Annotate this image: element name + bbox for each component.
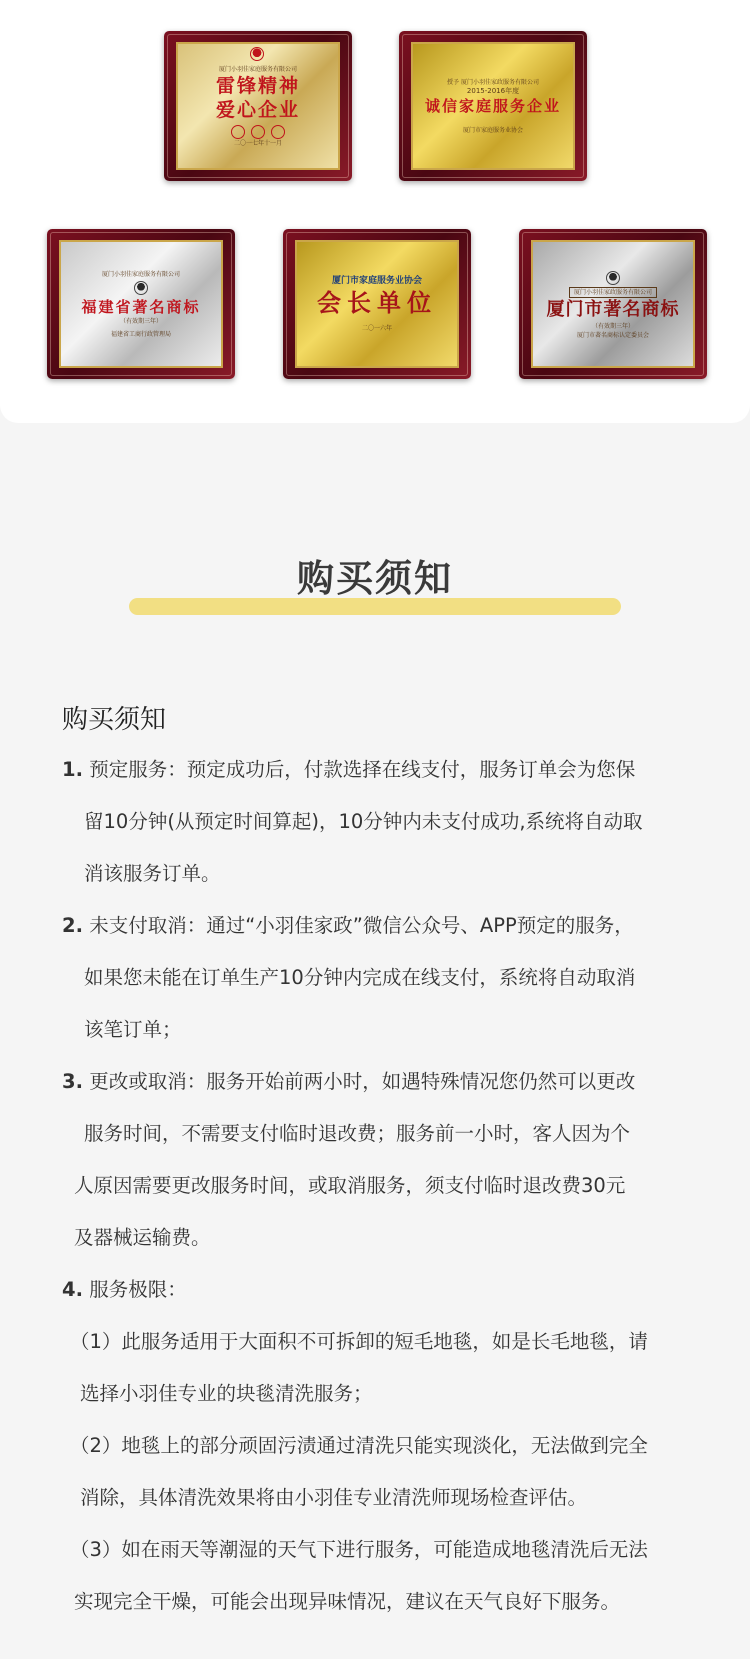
plaque-footer: 二〇一七年十一月 [233,139,282,147]
plaque-plate [59,240,223,368]
company-logo-icon [134,281,148,295]
notice-line [62,900,692,952]
plaque-org: 厦门小羽佳家庭服务有限公司 [218,65,297,73]
notice-line: 选择小羽佳专业的块毯清洗服务； [80,1382,373,1405]
section-title: 购买须知 [297,557,453,600]
notice-line [62,744,692,796]
plaque-sub: （有效期三年） [119,317,162,325]
plaque-title: 会长单位 [317,288,437,317]
item-number: 3. [62,1070,83,1093]
notice-line: 及器械运输费。 [74,1226,211,1249]
notice-subitem-3 [62,1524,692,1628]
notice-title: 购买须知 [62,705,167,735]
plaque-footer: 厦门市家庭服务业协会 [462,126,523,134]
notice-item-1 [62,744,692,900]
notice-line: 如果您未能在订单生产10分钟内完成在线支付，系统将自动取消 [84,966,636,989]
plaque-title: 福建省著名商标 [81,297,201,316]
plaque-sub: （有效期三年） [591,322,634,330]
plaque-years: 2015-2016年度 [466,86,520,95]
honors-plaques-section [0,0,750,423]
notice-line: 消除，具体清洗效果将由小羽佳专业清洗师现场检查评估。 [80,1486,588,1509]
item-number: 1. [62,758,83,781]
item-text: 服务极限： [89,1278,187,1301]
plaque-association-president [283,229,471,379]
seal-icon [251,125,265,139]
plaque-title: 诚信家庭服务企业 [424,96,561,115]
notice-line: 该笔订单； [84,1018,182,1041]
item-text: 预定服务：预定成功后，付款选择在线支付，服务订单会为您保 [89,758,636,781]
notice-line: 实现完全干燥，可能会出现异味情况，建议在天气良好下服务。 [74,1590,621,1613]
section-heading [0,548,750,628]
plaque-plate [295,240,459,368]
plaque-credit-enterprise [399,31,587,181]
notice-item-3 [62,1056,692,1264]
company-logo-icon [606,271,620,285]
notice-line: 人原因需要更改服务时间，或取消服务，须支付临时退改费30元 [74,1174,626,1197]
notice-line: （2）地毯上的部分顽固污渍通过清洗只能实现淡化，无法做到完全 [70,1434,648,1457]
plaque-title-line1: 雷锋精神 [215,74,300,97]
notice-line: 消该服务订单。 [84,862,221,885]
item-number: 2. [62,914,83,937]
notice-item-4 [62,1264,692,1316]
seal-icon [231,125,245,139]
notice-line: （1）此服务适用于大面积不可拆卸的短毛地毯，如是长毛地毯，请 [70,1330,648,1353]
notice-item-2 [62,900,692,1056]
plaque-footer: 二〇一六年 [361,325,392,332]
plaque-org: 厦门小羽佳家政服务有限公司 [569,287,657,298]
seal-icon [271,125,285,139]
plaque-plate [531,240,695,368]
plaque-org: 厦门小羽佳家庭服务有限公司 [101,270,180,278]
purchase-notice [62,700,692,1628]
plaque-footer: 福建省工商行政管理局 [110,330,171,338]
notice-line: 留10分钟(从预定时间算起)，10分钟内未支付成功,系统将自动取 [84,810,643,833]
plaque-plate [176,42,340,170]
plaque-seals [228,125,288,139]
notice-line: （3）如在雨天等潮湿的天气下进行服务，可能造成地毯清洗后无法 [70,1538,648,1561]
notice-line [62,1264,692,1316]
item-text: 未支付取消：通过“小羽佳家政”微信公众号、APP预定的服务， [89,914,634,937]
item-number: 4. [62,1278,83,1301]
plaque-org: 厦门市家庭服务业协会 [331,276,422,286]
leifeng-logo-icon [250,47,264,61]
notice-line: 服务时间，不需要支付临时退改费；服务前一小时，客人因为个 [84,1122,631,1145]
plaque-leifeng-award [164,31,352,181]
plaque-footer: 厦门市著名商标认定委员会 [576,331,649,339]
notice-subitem-1 [62,1316,692,1420]
plaque-org: 授予 厦门小羽佳家政服务有限公司 [447,78,539,86]
plaque-title-line2: 爱心企业 [215,98,300,121]
plaque-xiamen-trademark [519,229,707,379]
notice-subitem-2 [62,1420,692,1524]
plaque-plate [411,42,575,170]
item-text: 更改或取消：服务开始前两小时，如遇特殊情况您仍然可以更改 [89,1070,636,1093]
plaque-title: 厦门市著名商标 [546,298,680,320]
plaque-fujian-trademark [47,229,235,379]
notice-line [62,1056,692,1108]
